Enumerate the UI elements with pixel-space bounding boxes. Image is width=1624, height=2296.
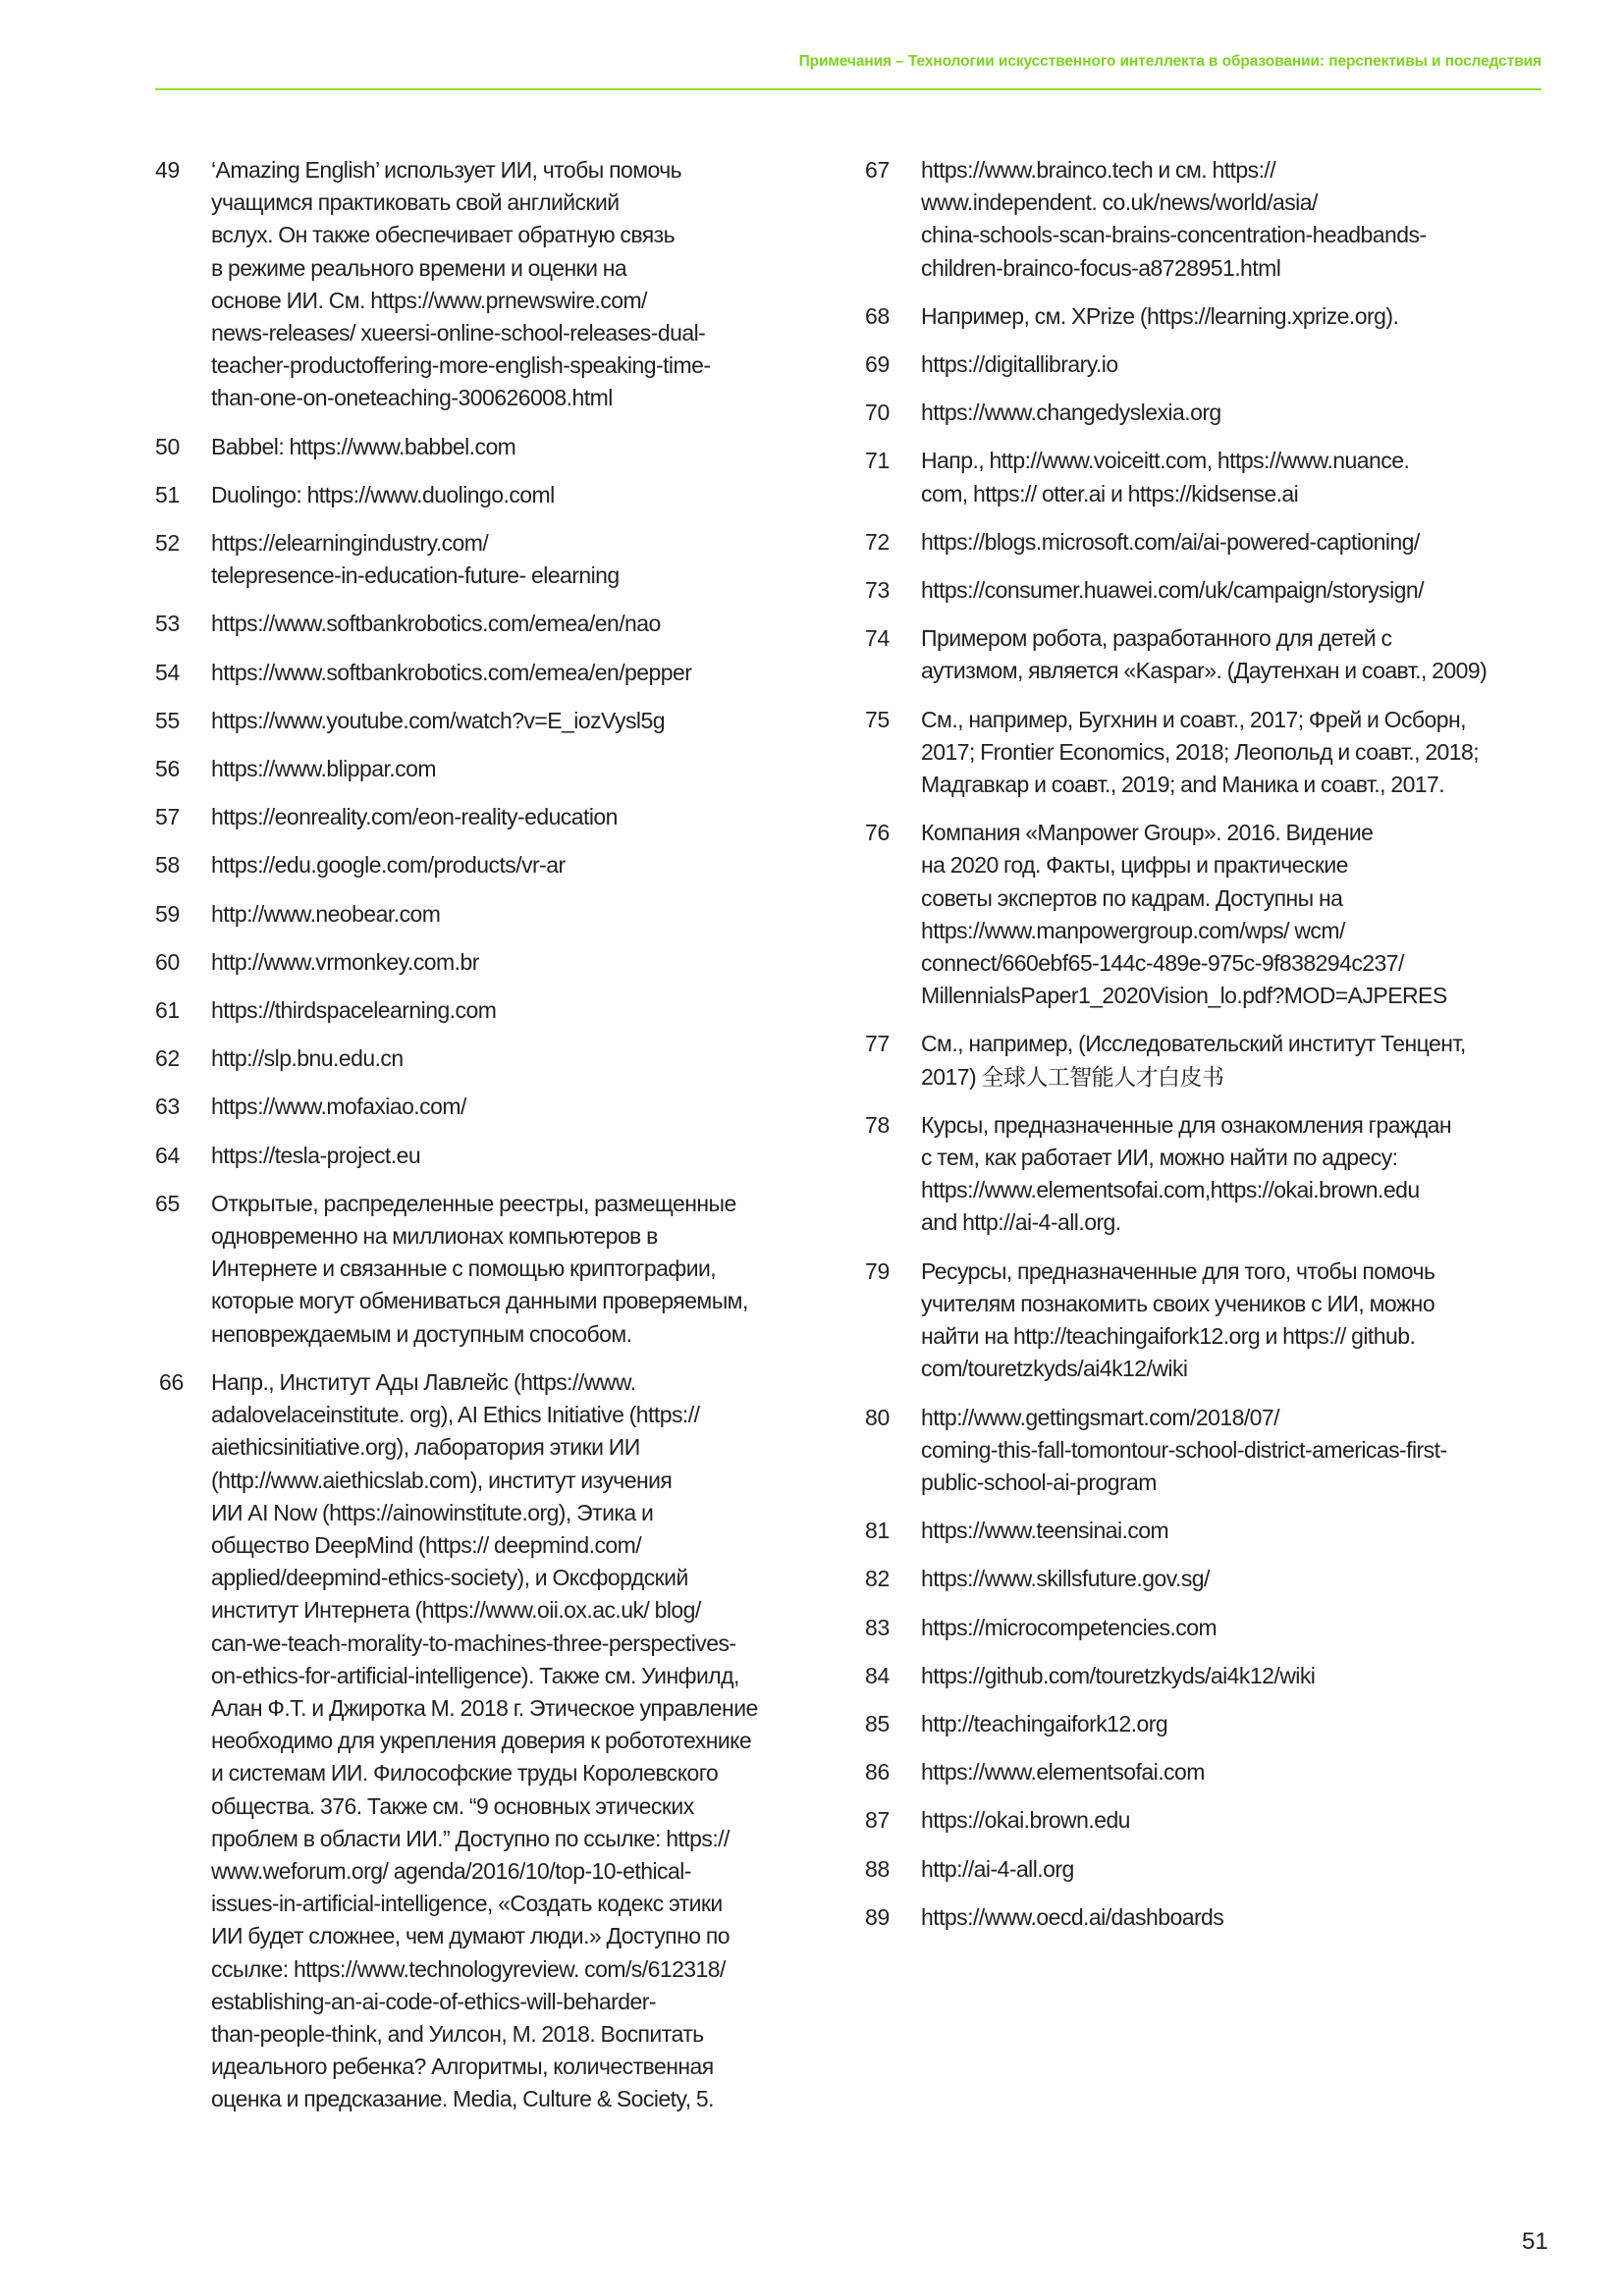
footnote-item: [155, 705, 842, 737]
footnote-text-line: Напр., http://www.voiceitt.com, https://www.nuance.: [921, 448, 1410, 474]
footnote-item: [865, 1853, 1552, 1886]
footnote-text-line: См., например, (Исследовательский институт Тенцент,: [921, 1031, 1466, 1057]
footnote-text: [211, 431, 842, 463]
footnote-text: [921, 622, 1552, 687]
footnote-text-line: can-we-teach-morality-to-machines-three-perspectives-: [211, 1629, 736, 1656]
footnote-item: [865, 1756, 1552, 1789]
notes-column-left: [155, 154, 842, 2132]
footnote-item: [865, 1708, 1552, 1740]
footnote-text: [921, 574, 1552, 607]
footnote-text: [921, 1708, 1552, 1740]
footnote-item: [155, 479, 842, 511]
footnote-text: [211, 994, 842, 1027]
footnote-text: [921, 1901, 1552, 1934]
footnote-text-line: http://teachingaifork12.org: [921, 1710, 1168, 1736]
footnote-text-line: учащимся практиковать свой английский: [211, 189, 620, 216]
footnote-text-line: Duolingo: https://www.duolingo.coml: [211, 481, 555, 507]
footnote-text: [211, 1042, 842, 1075]
footnote-number: 72: [865, 528, 890, 555]
footnote-text-line: http://www.gettingsmart.com/2018/07/: [921, 1404, 1280, 1430]
footnote-number: 54: [155, 659, 180, 685]
footnote-text-line: на 2020 год. Факты, цифры и практические: [921, 852, 1348, 879]
footnote-text-line: Мадгавкар и соавт., 2019; and Маника и соавт., 2017.: [921, 772, 1445, 798]
footnote-item: [865, 817, 1552, 1012]
footnote-text: [211, 849, 842, 881]
footnote-text-line: https://www.softbankrobotics.com/emea/en/nao: [211, 611, 661, 637]
footnote-number: 73: [865, 577, 890, 604]
footnote-text-line: and http://ai-4-all.org.: [921, 1209, 1121, 1236]
footnote-text-line: Babbel: https://www.babbel.com: [211, 433, 516, 459]
footnote-text-line: adalovelaceinstitute. org), AI Ethics Initiative (https://: [211, 1402, 700, 1428]
footnote-text-line: https://www.teensinai.com: [921, 1518, 1169, 1544]
footnote-text: [211, 705, 842, 737]
footnote-item: [155, 608, 842, 640]
footnote-number: 58: [155, 852, 180, 879]
footnote-number: 56: [155, 756, 180, 782]
footnote-text-line: china-schools-scan-brains-concentration-headbands-: [921, 222, 1427, 248]
footnote-text-line: советы экспертов по кадрам. Доступны на: [921, 884, 1343, 911]
footnote-number: 88: [865, 1855, 890, 1882]
footnote-text-line: ИИ AI Now (https://ainowinstitute.org), Этика и: [211, 1499, 654, 1525]
footnote-text-line: и системам ИИ. Философские труды Королевского: [211, 1760, 719, 1787]
footnote-text-line: https://thirdspacelearning.com: [211, 997, 497, 1024]
footnote-number: 81: [865, 1518, 890, 1544]
footnote-text-line: https://digitallibrary.io: [921, 351, 1118, 378]
footnote-number: 75: [865, 706, 890, 732]
footnote-text-line: public-school-ai-program: [921, 1468, 1157, 1495]
footnote-text-line: https://www.manpowergroup.com/wps/ wcm/: [921, 917, 1345, 943]
footnote-text-line: Напр., Институт Ады Лавлейс (https://www.: [211, 1368, 636, 1395]
footnote-number: 63: [155, 1094, 180, 1120]
footnote-text: [921, 1612, 1552, 1644]
footnote-text-line: оценка и предсказание. Media, Culture & Society, 5.: [211, 2086, 715, 2112]
footnote-item: [865, 622, 1552, 687]
footnote-text-line: com/touretzkyds/ai4k12/wiki: [921, 1356, 1188, 1382]
footnote-text-line: connect/660ebf65-144c-489e-975c-9f838294c237/: [921, 950, 1404, 977]
footnote-item: [865, 1028, 1552, 1093]
footnote-text-line: than-people-think, and Уилсон, М. 2018. Воспитать: [211, 2020, 704, 2047]
footnote-text-line: Интернете и связанные с помощью криптографии,: [211, 1255, 717, 1282]
footnote-item: [865, 445, 1552, 509]
footnote-item: [155, 1140, 842, 1172]
footnote-text: [211, 608, 842, 640]
footnote-text: [211, 527, 842, 592]
footnote-text: [921, 1109, 1552, 1240]
footnote-number: 52: [155, 530, 180, 557]
footnote-text-line: (http://www.aiethicslab.com), институт изучения: [211, 1467, 673, 1493]
footnote-text: [211, 657, 842, 689]
footnote-text: [921, 1563, 1552, 1595]
footnote-text: [921, 1255, 1552, 1386]
footnote-text-line: Алан Ф.Т. и Джиротка М. 2018 г. Этическое управление: [211, 1694, 758, 1721]
footnote-number: 71: [865, 448, 890, 474]
footnote-text: [921, 445, 1552, 509]
footnote-text-line: общества. 376. Также см. “9 основных этических: [211, 1792, 694, 1819]
footnote-text-line: https://www.youtube.com/watch?v=E_iozVysl5g: [211, 707, 665, 733]
footnote-item: [155, 849, 842, 881]
footnote-item: [155, 994, 842, 1027]
footnote-text-line: www.weforum.org/ agenda/2016/10/top-10-ethical-: [211, 1857, 691, 1884]
footnote-text: [921, 1402, 1552, 1500]
footnote-text-line: MillennialsPaper1_2020Vision_lo.pdf?MOD=AJPERES: [921, 983, 1447, 1009]
footnote-number: 69: [865, 351, 890, 378]
footnote-number: 68: [865, 302, 890, 329]
footnote-number: 51: [155, 481, 180, 507]
footnote-text: [211, 1140, 842, 1172]
footnote-item: [155, 154, 842, 415]
footnote-text-line: aiethicsinitiative.org), лаборатория этики ИИ: [211, 1434, 640, 1461]
footnote-number: 84: [865, 1662, 890, 1688]
footnote-text-line: applied/deepmind-ethics-society), и Оксфордский: [211, 1565, 688, 1591]
footnote-number: 85: [865, 1710, 890, 1736]
footnote-text-line: https://www.blippar.com: [211, 756, 436, 782]
footnote-item: [865, 1612, 1552, 1644]
footnote-text: [921, 704, 1552, 802]
footnote-item: [155, 1188, 842, 1351]
footnote-item: [865, 154, 1552, 285]
footnote-text-line: children-brainco-focus-a8728951.html: [921, 254, 1281, 281]
footnote-text-line: https://blogs.microsoft.com/ai/ai-powered-captioning/: [921, 528, 1420, 555]
footnote-text-line: https://www.changedyslexia.org: [921, 400, 1221, 426]
footnote-number: 53: [155, 611, 180, 637]
footnote-number: 50: [155, 433, 180, 459]
footnote-text-line: в режиме реального времени и оценки на: [211, 254, 627, 281]
footnote-text-line: http://slp.bnu.edu.cn: [211, 1045, 404, 1072]
footnote-text: [921, 1660, 1552, 1692]
footnote-text-line: с тем, как работает ИИ, можно найти по адресу:: [921, 1145, 1398, 1171]
footnote-text-line: establishing-an-ai-code-of-ethics-will-beharder-: [211, 1988, 656, 2014]
footnote-number: 62: [155, 1045, 180, 1072]
footnote-text-line: http://www.vrmonkey.com.br: [211, 948, 479, 975]
footnote-item: [155, 898, 842, 931]
footnote-number: 61: [155, 997, 180, 1024]
footnote-text-line: https://www.brainco.tech и см. https://: [921, 157, 1276, 183]
footnote-text: [921, 1853, 1552, 1886]
footnote-text-line: общество DeepMind (https:// deepmind.com/: [211, 1531, 642, 1558]
footnote-item: [155, 946, 842, 979]
footnote-text-line: coming-this-fall-tomontour-school-district-americas-first-: [921, 1436, 1447, 1463]
footnote-text-line: Примером робота, разработанного для детей с: [921, 625, 1392, 652]
footnote-text-line: telepresence-in-education-future- elearning: [211, 562, 620, 589]
footnote-number: 67: [865, 157, 890, 183]
footnote-text-line: https://www.skillsfuture.gov.sg/: [921, 1566, 1210, 1592]
footnote-text: [921, 817, 1552, 1012]
footnote-text-line: https://edu.google.com/products/vr-ar: [211, 852, 566, 879]
footnote-text-line: on-ethics-for-artificial-intelligence). Также см. Уинфилд,: [211, 1662, 739, 1688]
footnote-number: 76: [865, 820, 890, 846]
footnote-text-line: https://github.com/touretzkyds/ai4k12/wiki: [921, 1662, 1316, 1688]
footnote-item: [865, 574, 1552, 607]
footnote-text-line: См., например, Бугхнин и соавт., 2017; Фрей и Осборн,: [921, 706, 1467, 732]
footnote-number: 89: [865, 1903, 890, 1930]
footnote-text-line: аутизмом, является «Kaspar». (Даутенхан и соавт., 2009): [921, 658, 1488, 684]
footnote-text: [211, 1091, 842, 1123]
footnote-number: 79: [865, 1257, 890, 1284]
footnote-text-line: Ресурсы, предназначенные для того, чтобы помочь: [921, 1257, 1435, 1284]
footnote-item: [155, 1091, 842, 1123]
footnote-item: [155, 527, 842, 592]
footnote-text: [921, 154, 1552, 285]
footnote-text-line: неповреждаемым и доступным способом.: [211, 1320, 632, 1347]
footnote-text: [211, 479, 842, 511]
footnote-item: [865, 1901, 1552, 1934]
footnote-text: [211, 1366, 842, 2116]
footnote-item: [155, 753, 842, 785]
footnote-text-line: Компания «Manpower Group». 2016. Видение: [921, 820, 1374, 846]
footnote-item: [155, 431, 842, 463]
footnote-item: [155, 1042, 842, 1075]
footnote-number: 59: [155, 900, 180, 927]
footnote-text-line: https://www.elementsofai.com,https://okai.brown.edu: [921, 1177, 1420, 1203]
footnote-text: [921, 1028, 1552, 1093]
footnote-text-line: 2017) 全球人工智能人才白皮书: [921, 1063, 1224, 1090]
footnote-item: [865, 1660, 1552, 1692]
notes-column-right: [865, 154, 1552, 1949]
footnote-text-line: Курсы, предназначенные для ознакомления граждан: [921, 1111, 1452, 1138]
footnote-item: [865, 704, 1552, 802]
footnote-number: 87: [865, 1807, 890, 1834]
footnote-text-line: ‘Amazing English’ использует ИИ, чтобы помочь: [211, 157, 682, 183]
footnote-text-line: учителям познакомить своих учеников с ИИ, можно: [921, 1290, 1435, 1316]
footnote-number: 60: [155, 948, 180, 975]
footnote-item: [865, 1402, 1552, 1500]
footnote-text-line: issues-in-artificial-intelligence, «Создать кодекс этики: [211, 1891, 723, 1917]
footnote-number: 66: [159, 1368, 184, 1395]
footnote-number: 49: [155, 157, 180, 183]
footnote-text-line: Открытые, распределенные реестры, размещенные: [211, 1190, 736, 1216]
footnote-item: [155, 1366, 842, 2116]
footnote-text-line: институт Интернета (https://www.oii.ox.ac.uk/ blog/: [211, 1597, 701, 1624]
footnote-text-line: ссылке: https://www.technologyreview. com/s/612318/: [211, 1955, 726, 1982]
footnote-text-line: http://www.neobear.com: [211, 900, 441, 927]
footnote-text-line: https://www.elementsofai.com: [921, 1759, 1205, 1786]
footnote-text-line: www.independent. co.uk/news/world/asia/: [921, 189, 1318, 216]
footnote-text-line: teacher-productoffering-more-english-speaking-time-: [211, 352, 711, 379]
footnote-number: 78: [865, 1111, 890, 1138]
footnote-text-line: https://consumer.huawei.com/uk/campaign/storysign/: [921, 577, 1424, 604]
footnote-number: 64: [155, 1142, 180, 1168]
footnote-text: [921, 1756, 1552, 1789]
footnote-text-line: необходимо для укрепления доверия к робототехнике: [211, 1728, 752, 1754]
footnote-text-line: https://www.oecd.ai/dashboards: [921, 1903, 1224, 1930]
footnote-item: [865, 1804, 1552, 1837]
footnote-text: [211, 154, 842, 415]
footnote-text-line: одновременно на миллионах компьютеров в: [211, 1223, 658, 1250]
footnote-item: [865, 348, 1552, 381]
footnote-item: [155, 657, 842, 689]
footnote-number: 77: [865, 1031, 890, 1057]
footnote-text: [211, 1188, 842, 1351]
footnote-text: [921, 397, 1552, 429]
footnote-text-line: основе ИИ. См. https://www.prnewswire.com/: [211, 287, 647, 313]
footnote-number: 82: [865, 1566, 890, 1592]
footnote-text-line: news-releases/ xueersi-online-school-releases-dual-: [211, 320, 706, 347]
footnote-text-line: Например, см. XPrize (https://learning.xprize.org).: [921, 302, 1399, 329]
footnote-text-line: than-one-on-oneteaching-300626008.html: [211, 385, 613, 411]
footnote-number: 57: [155, 804, 180, 830]
footnote-text: [211, 898, 842, 931]
footnote-text: [211, 946, 842, 979]
footnote-text-line: которые могут обмениваться данными проверяемым,: [211, 1288, 748, 1314]
footnote-text: [921, 526, 1552, 559]
footnote-text-line: https://microcompetencies.com: [921, 1614, 1218, 1640]
footnote-text: [211, 753, 842, 785]
footnote-text-line: вслух. Он также обеспечивает обратную связь: [211, 222, 676, 248]
footnote-number: 80: [865, 1404, 890, 1430]
footnote-item: [865, 300, 1552, 333]
footnote-text-line: https://www.softbankrobotics.com/emea/en/pepper: [211, 659, 692, 685]
header-divider: [155, 88, 1542, 90]
footnote-text-line: https://elearningindustry.com/: [211, 530, 489, 557]
footnote-item: [865, 1255, 1552, 1386]
footnote-item: [865, 397, 1552, 429]
footnote-text-line: https://tesla-project.eu: [211, 1142, 421, 1168]
footnote-text-line: 2017; Frontier Economics, 2018; Леопольд и соавт., 2018;: [921, 738, 1480, 765]
header-title: Примечания – Технологии искусственного интеллекта в образовании: перспективы и последствия: [798, 53, 1542, 70]
footnote-number: 70: [865, 400, 890, 426]
footnote-text-line: найти на http://teachingaifork12.org и https:// github.: [921, 1323, 1416, 1350]
footnote-text-line: https://okai.brown.edu: [921, 1807, 1130, 1834]
footnote-text-line: ИИ будет сложнее, чем думают люди.» Доступно по: [211, 1923, 730, 1949]
footnote-text-line: проблем в области ИИ.” Доступно по ссылке: https://: [211, 1825, 730, 1851]
footnote-text-line: com, https:// otter.ai и https://kidsense.ai: [921, 480, 1299, 507]
footnote-text-line: https://www.mofaxiao.com/: [211, 1094, 466, 1120]
footnote-text-line: https://eonreality.com/eon-reality-education: [211, 804, 618, 830]
footnote-number: 74: [865, 625, 890, 652]
footnote-item: [155, 801, 842, 833]
footnote-text: [921, 300, 1552, 333]
page-number: 51: [1522, 2228, 1548, 2255]
footnote-text: [211, 801, 842, 833]
footnote-item: [865, 1109, 1552, 1240]
footnote-text: [921, 348, 1552, 381]
footnote-item: [865, 1563, 1552, 1595]
footnote-number: 65: [155, 1190, 180, 1216]
footnote-item: [865, 526, 1552, 559]
footnote-number: 83: [865, 1614, 890, 1640]
footnote-item: [865, 1515, 1552, 1547]
footnote-number: 86: [865, 1759, 890, 1786]
footnote-text: [921, 1804, 1552, 1837]
footnote-text-line: http://ai-4-all.org: [921, 1855, 1074, 1882]
footnote-number: 55: [155, 707, 180, 733]
footnote-text-line: идеального ребенка? Алгоритмы, количественная: [211, 2054, 714, 2080]
footnote-text: [921, 1515, 1552, 1547]
